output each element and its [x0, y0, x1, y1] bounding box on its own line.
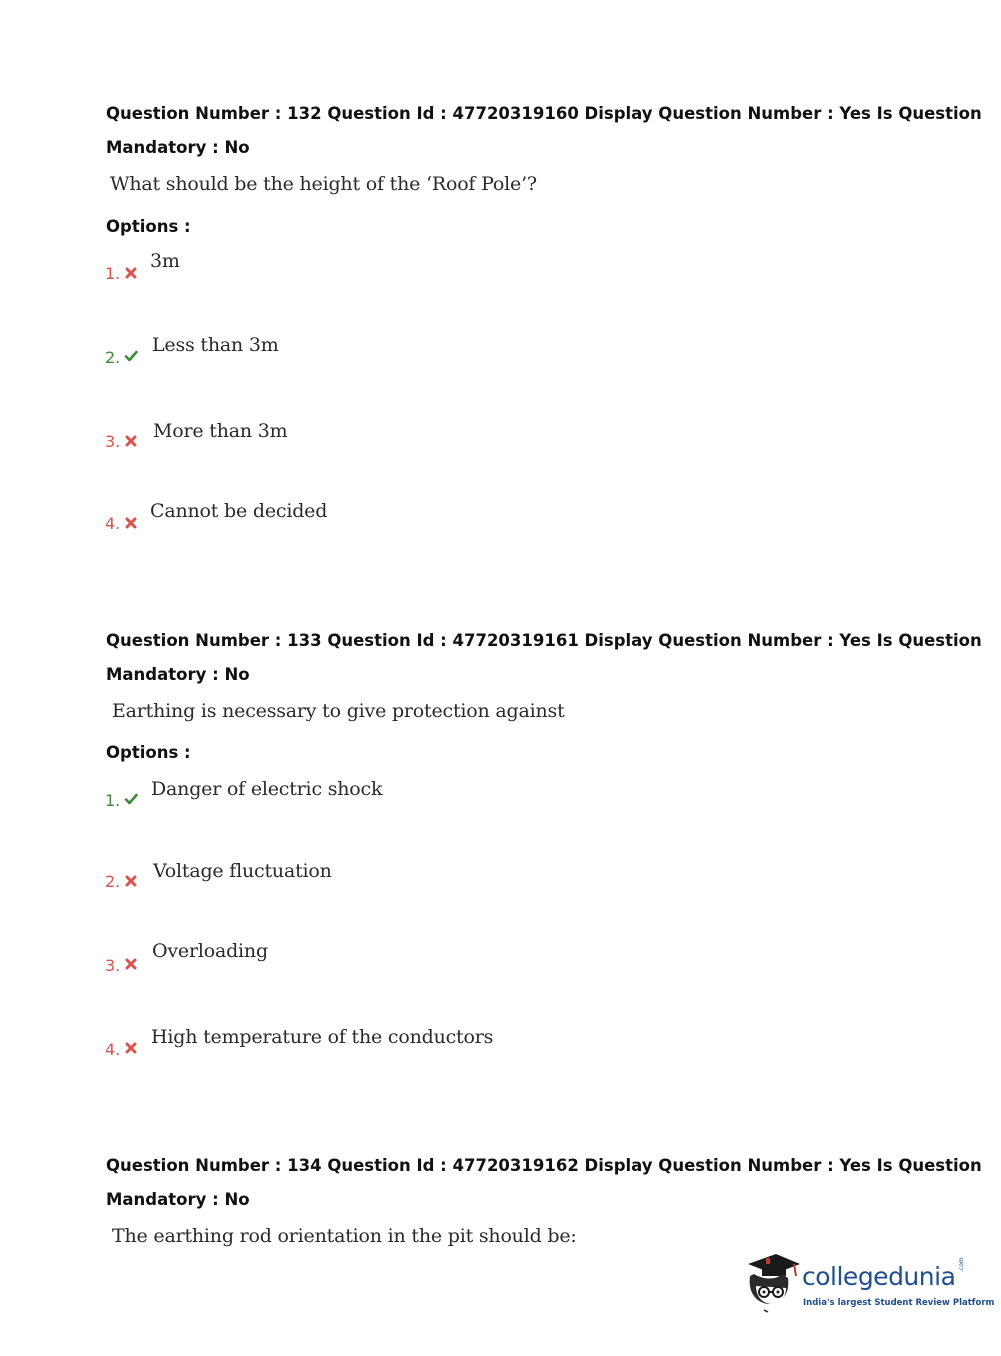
logo-wordmark: collegedunia	[802, 1262, 956, 1291]
cross-icon	[124, 516, 138, 530]
check-icon	[124, 792, 138, 806]
option-number: 1.	[105, 791, 121, 810]
option-1	[0, 778, 600, 818]
option-2	[0, 334, 600, 374]
option-2	[0, 860, 600, 900]
logo-suffix: .com	[958, 1257, 965, 1272]
option-number: 3.	[105, 432, 121, 451]
option-number: 2.	[105, 872, 121, 891]
option-4	[0, 500, 600, 540]
option-4	[0, 1026, 600, 1066]
option-1	[0, 250, 600, 290]
option-text: More than 3m	[153, 420, 288, 442]
option-text: Cannot be decided	[150, 500, 328, 522]
option-text: 3m	[150, 250, 180, 272]
collegedunia-logo	[742, 1248, 995, 1318]
option-text: Overloading	[152, 940, 268, 962]
option-3	[0, 940, 600, 980]
option-number: 4.	[105, 1040, 121, 1059]
check-icon	[124, 349, 138, 363]
option-number: 4.	[105, 514, 121, 533]
option-number: 3.	[105, 956, 121, 975]
cross-icon	[124, 957, 138, 971]
option-text: High temperature of the conductors	[151, 1026, 494, 1048]
options-label: Options :	[106, 217, 191, 236]
cross-icon	[124, 1041, 138, 1055]
question-meta-mandatory: Mandatory : No	[106, 138, 250, 157]
option-3	[0, 418, 600, 458]
question-text: What should be the height of the ‘Roof Pole’?	[110, 173, 537, 195]
option-number: 1.	[105, 264, 121, 283]
logo-tagline: India's largest Student Review Platform	[803, 1298, 995, 1308]
cross-icon	[124, 266, 138, 280]
cross-icon	[124, 874, 138, 888]
option-text: Voltage fluctuation	[153, 860, 332, 882]
option-number: 2.	[105, 348, 121, 367]
cross-icon	[124, 434, 138, 448]
question-meta-line: Question Number : 134 Question Id : 47720319162 Display Question Number : Yes Is Question	[106, 1156, 982, 1175]
options-label: Options :	[106, 743, 191, 762]
question-meta-line: Question Number : 133 Question Id : 47720319161 Display Question Number : Yes Is Question	[106, 631, 982, 650]
option-text: Danger of electric shock	[151, 778, 383, 800]
option-text: Less than 3m	[152, 334, 279, 356]
mascot-icon	[742, 1250, 802, 1316]
question-text: Earthing is necessary to give protection against	[112, 700, 565, 722]
question-meta-line: Question Number : 132 Question Id : 47720319160 Display Question Number : Yes Is Question	[106, 104, 982, 123]
question-meta-mandatory: Mandatory : No	[106, 1190, 250, 1209]
question-meta-mandatory: Mandatory : No	[106, 665, 250, 684]
question-text: The earthing rod orientation in the pit should be:	[112, 1225, 577, 1247]
